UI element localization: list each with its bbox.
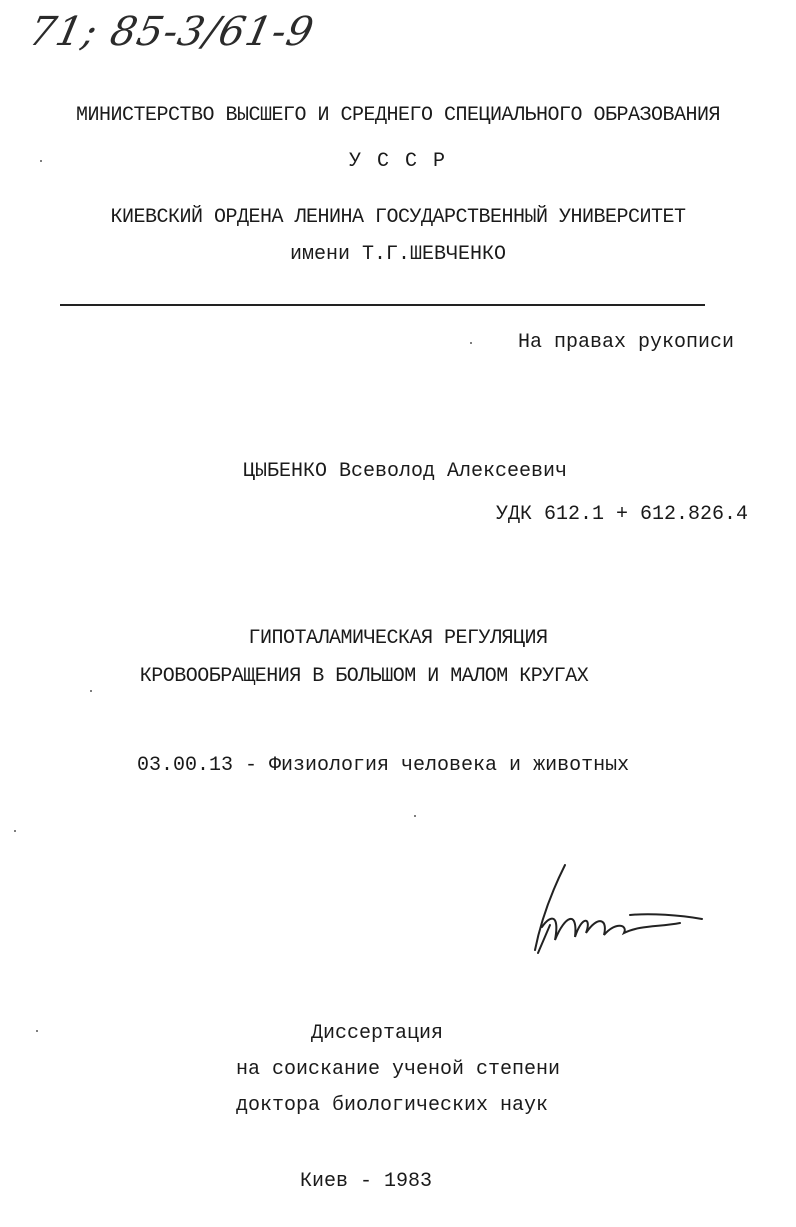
speck: [36, 1030, 38, 1032]
degree-line3: доктора биологических наук: [236, 1094, 549, 1117]
speck: [90, 690, 92, 692]
university-heading: КИЕВСКИЙ ОРДЕНА ЛЕНИНА ГОСУДАРСТВЕННЫЙ УНИВЕРСИТЕТ: [110, 206, 686, 229]
manuscript-rights: На правах рукописи: [518, 331, 735, 354]
speck: [40, 160, 42, 162]
speck: [414, 815, 416, 817]
degree-line2: на соискание ученой степени: [236, 1058, 561, 1081]
signature: [520, 855, 710, 965]
header-divider: [60, 304, 705, 306]
named-after-heading: имени Т.Г.ШЕВЧЕНКО: [289, 243, 507, 266]
archive-mark: 71; 85-3/61-9: [25, 9, 319, 55]
udc-code: УДК 612.1 + 612.826.4: [496, 503, 749, 526]
ministry-heading: МИНИСТЕРСТВО ВЫСШЕГО И СРЕДНЕГО СПЕЦИАЛЬНОГО ОБРАЗОВАНИЯ: [75, 104, 721, 127]
place-year: Киев - 1983: [300, 1170, 433, 1193]
degree-line1: Диссертация: [311, 1022, 444, 1045]
specialty-code: 03.00.13 - Физиология человека и животных: [137, 754, 630, 777]
thesis-title-line1: ГИПОТАЛАМИЧЕСКАЯ РЕГУЛЯЦИЯ: [248, 627, 548, 650]
speck: [14, 830, 16, 832]
thesis-title-line2: КРОВООБРАЩЕНИЯ В БОЛЬШОМ И МАЛОМ КРУГАХ: [139, 665, 589, 688]
speck: [470, 342, 472, 344]
republic-heading: У С С Р: [348, 150, 447, 173]
author-name: ЦЫБЕНКО Всеволод Алексеевич: [243, 460, 568, 483]
